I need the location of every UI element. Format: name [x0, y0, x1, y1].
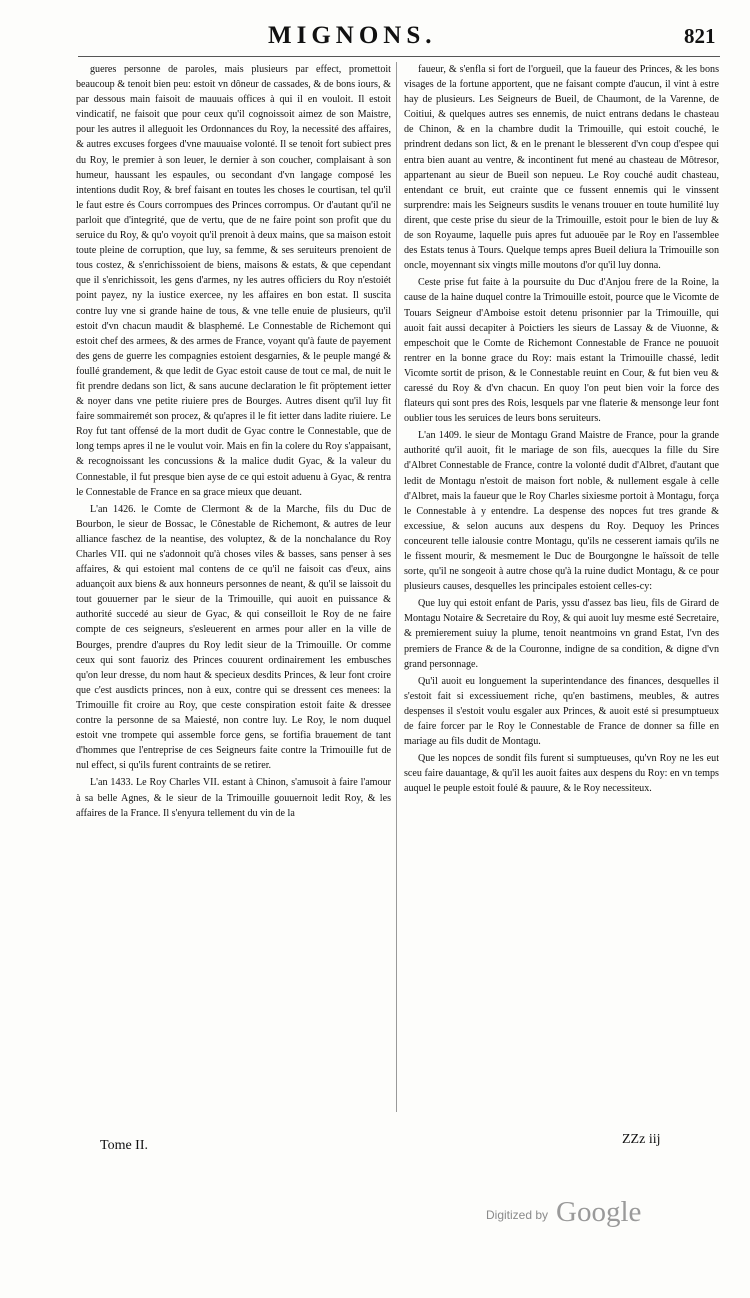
paragraph: Que luy qui estoit enfant de Paris, yssu d'assez bas lieu, fils de Girard de Montagu Notaire & Secretaire du Roy, & qui auoit luy mesme esté Secretaire, & premierement suiuy la plume, tenoit neantmoins vn grand Estat, l'vn des premiers de France & de la Couronne, indigne de sa condition, & digne d'vn grand personnage. — [404, 598, 719, 670]
paragraph: Ceste prise fut faite à la poursuite du Duc d'Anjou frere de la Roine, la cause de la haine duquel contre la Trimouille estoit, pource que le Vicomte de Touars Seigneur d'Amboise estoit detenu prisonnier par la Trimouille, qui auoit fait aussi decapiter à Poictiers les sieurs de Lassay & de Viuonne, & empeschoit que le Comte de Richemont Connestable de France ne pouuoit rentrer en la bonne grace du Roy: mais estant la Trimouille chassé, ledit Vicomte sortit de prison, & le Connestable reuint en Cour, & fut bien veu & caressé du Roy & d'vn chacun. En quoy l'on peut bien voir la force des flateurs qui sont pres des Rois, lesquels par vne flaterie & mensonge leur font oublier tous les seruices de leurs bons seruiteurs. — [404, 277, 719, 425]
paragraph: Que les nopces de sondit fils furent si sumptueuses, qu'vn Roy ne les eut sceu faire dauantage, & qu'il les auoit faites aux despens du Roy: en vn temps auquel le peuple estoit foulé & pauure, & le Roy necessiteux. — [404, 753, 719, 795]
volume-label: Tome II. — [100, 1138, 149, 1153]
left-column — [76, 62, 391, 1122]
paragraph: gueres personne de paroles, mais plusieurs par effect, promettoit beaucoup & tenoit bien peu: estoit vn dôneur de cassades, & de bons iours, & par dessous main faisoit de mauuais offices à qui il en vouloit. Il estoit vindicatif, ne faisoit que pour ceux qu'il cognoissoit aimez de son Maistre, pour les autres il alleguoit les Ordonnances du Roy, la necessité des affaires, & autres excuses forgees d'vne mauuaise volonté. Il se tenoit fort subiect pres du Roy, le premier à son leuer, le dernier à son coucher, complaisant à son humeur, haussant les espaules, ou secondant d'vn langage composé les intentions dudit Roy, & bref faisant en toutes les choses le courtisan, tel qu'il le faut estre és Cours corrompues des Princes corrompus. Or d'autant qu'il ne parloit que d'integrité, que de vertu, que de ne faire point son profit que du seruice du Roy, & qu'o voyoit qu'il prenoit à deux mains, que sa maison estoit toute pleine de corruption, que luy, sa femme, & ses seruiteurs prenoient de tous costez, & s'enrichissoient de biens, maisons & estats, & que cependant que il s'enrichissoit, les gens d'armes, ny les autres officiers du Roy n'estoiét point payez, ny la iustice exercee, ny les affaires en bon estat. Il suscita contre luy vne si grande haine de tous, & vne telle enuie de plusieurs, qu'il estoit d'vn chacun maudit & blasphemé. Le Connestable de Richemont qui estoit chef des armees, & des armes de France, voyant qu'à faute de payement des gens de guerre les compagnies estoient desgarnies, & le peuple mangé & foullé grandement, & que ledit de Gyac estoit cause de tout ce mal, de nuit le fit prendre dedans son lict, & sans aucune declaration le fit pröptement ietter & noyer dans vne petite riuiere pres de Bourges. Autres disent qu'il luy fit faire sommairemét son procez, & qu'apres il le fit ietter dans ladite riuiere. Le Roy fut tant offensé de la mort dudit de Gyac contre le Connestable, que de long temps apres il ne le voulut voir. Mais en fin la colere du Roy s'appaisant, & recognoissant les concussions & la malice dudit Gyac, & la valeur du Connestable, il fut presque bien ayse de ce qui estoit aduenu à Gyac, & rentra le Connestable de France en sa grace mieux que deuant. — [76, 64, 391, 498]
paragraph: faueur, & s'enfla si fort de l'orgueil, que la faueur des Princes, & les bons visages de la fortune apportent, que ne faisant compte d'aucun, il vint à estre hay de plusieurs. Les Seigneurs de Bueil, de Chaumont, de la Varenne, de Coitiui, & quelques autres ses ennemis, de nuict entrans dedans le chasteau de Chinon, & en la chambre dudit la Trimouille, qui estoit couché, le prindrent dedans son lict, & en le prenant le blesserent d'vn coup d'espee qui entra bien auant au ventre, & incontinent fut mené au chasteau de Môtresor, appartenant au sieur de Bueil son nepueu. Le Roy couché audit chasteau, entendant ce bruit, eut crainte que ce fussent ennemis qui le vinssent surprendre: mais les Seigneurs susdits le venans trouuer en toute humilité luy dirent, que ceste prise du sieur de la Trimouille, estoit pour le bien de luy & de son Royaume, laquelle puis apres fut aduouëe par le Roy en l'assemblee des Estats tenus à Tours. Quelque temps apres Bueil deliura la Trimouille son oncle, moyennant six vingts mille moutons d'or qu'il luy donna. — [404, 64, 719, 272]
google-logo: Google — [556, 1196, 642, 1228]
paragraph: L'an 1426. le Comte de Clermont & de la Marche, fils du Duc de Bourbon, le sieur de Bossac, le Cônestable de Richemont, & autres de leur alliance faschez de la neantise, des voluptez, & de la nonchalance du Roy Charles VII. qui ne s'adonnoit qu'à choses viles & basses, sans penser à ses affaires, & qui estoient mal contens de ce qu'il ne faisoit cas d'eux, ains aduançoit aux biens & aux honneurs personnes de neant, & qu'il se laissoit du tout gouuerner par le sieur de la Trimouille, qui auoit en puissance & authorité succedé au sieur de Gyac, & qui conseilloit le Roy de ne faire compte de ces seigneurs, s'esleuerent en armes pour aller en la ville de Bourges, prendre d'aupres du Roy ledit sieur de la Trimouille. Or comme ceux qui sont fauoriz des Princes couurent ordinairement les embusches qu'on leur dresse, du nom haut & specieux desdits Princes, & leur font croire que c'est ausdicts princes, non à eux, contre qui se dressent ces menees: la Trimouille fit croire au Roy, que ceste conspiration estoit faite & dressee contre la personne de sa Maiesté, non contre luy. Le Roy, le nom duquel estoit vne trompete qui assemble force gens, se fortifia brauement de tant d'hommes que l'entreprise de ces Seigneurs faite contre la Trimouille fut de nul effect, si qu'ils furent contraints de se retirer. — [76, 503, 391, 772]
page-number: 821 — [684, 24, 716, 48]
watermark-prefix: Digitized by — [486, 1208, 549, 1222]
paragraph: L'an 1433. Le Roy Charles VII. estant à Chinon, s'amusoit à faire l'amour à sa belle Agnes, & le sieur de la Trimouille gouuernoit ledit Roy, & les affaires de la France. Il s'enyura tellement du vin de la — [76, 777, 391, 819]
paragraph: Qu'il auoit eu longuement la superintendance des finances, desquelles il s'estoit fait si excessiuement riche, qu'en bastimens, meubles, & autres despenses il s'estoit voulu esgaler aux Princes, & auoit esté si presumptueux de faire forcer par le Roy le Connestable de France de donner sa fille en mariage au fils dudit de Montagu. — [404, 675, 719, 748]
signature-mark: ZZz iij — [622, 1132, 661, 1147]
paragraph: L'an 1409. le sieur de Montagu Grand Maistre de France, pour la grande authorité qu'il auoit, fit le mariage de son fils, auecques la fille du Sire d'Albret Connestable de France, contre la volonté dudit d'Albret, d'autant que ledit de Montagu n'estoit de maison fort noble, & nullement esgale à celle d'Albret, mais la faueur que le Roy Charles sixiesme portoit à Montagu, força le Connestable à y entendre. La despense des nopces fut tres grande & excessiue, & selon aucuns aux despens du Roy. Dequoy les Princes conceurent telle ialousie contre Montagu, qu'ils ne cesserent iamais qu'ils ne le fissent mourir, & mesmement le Duc de Bourgongne le haïssoit de telle sorte, qu'il ne songeoit à autre chose qu'à la ruine dudict Montagu, & ce pour plusieurs causes, desquelles les principales estoient celles-cy: — [404, 430, 719, 593]
header-rule — [78, 56, 720, 57]
column-divider — [396, 62, 397, 1112]
running-head: MIGNONS. — [268, 22, 437, 49]
right-column — [404, 62, 719, 1122]
